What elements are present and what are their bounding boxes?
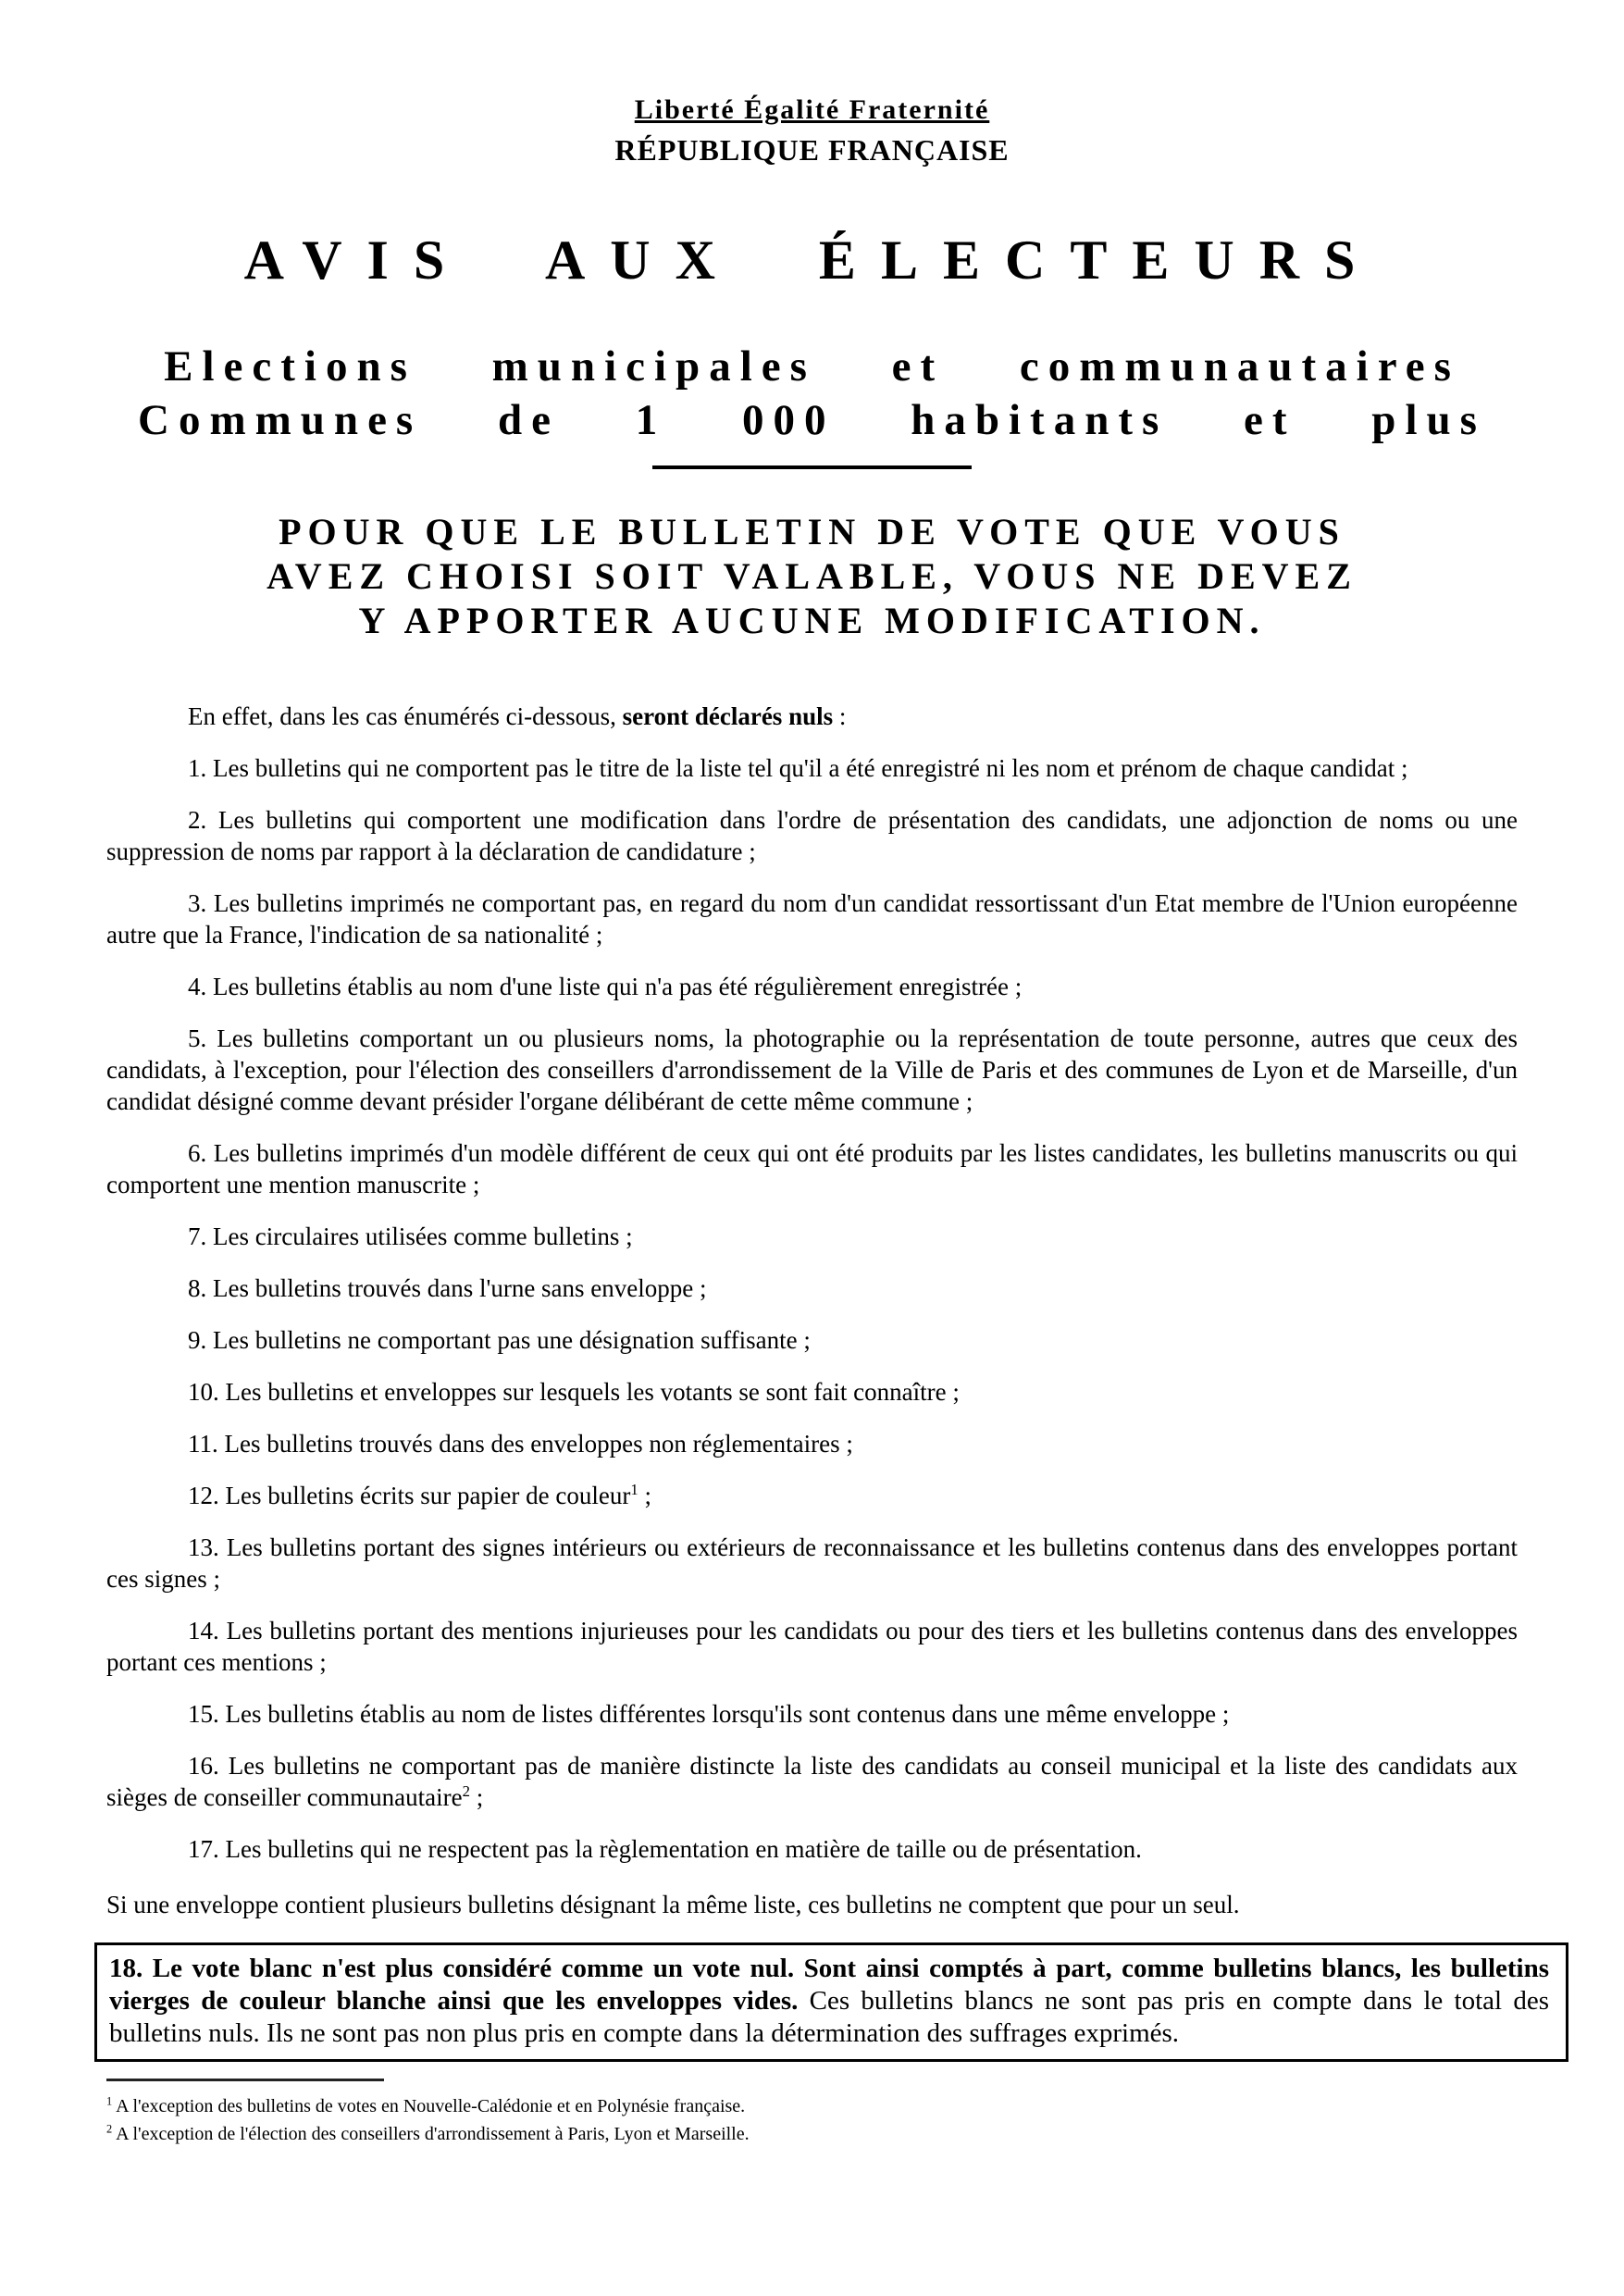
item-text: 5. Les bulletins comportant un ou plusieurs noms, la photographie ou la représentation de toute personne, autres que ceux des candidats, à l'exception, pour l'élection des conseillers d'arrondissement de la Ville de Paris et des communes de Lyon et de Marseille, d'un candidat désigné comme devant présider l'organe délibérant de cette même commune ;	[106, 1024, 1518, 1115]
list-item	[106, 1532, 1518, 1595]
single-ballot-note: Si une enveloppe contient plusieurs bulletins désignant la même liste, ces bulletins ne comptent que pour un seul.	[106, 1891, 1240, 1918]
blank-vote-bold-text: 18. Le vote blanc n'est plus considéré comme un vote nul. Sont ainsi comptés à part, comme bulletins blancs, les bulletins vierges de couleur blanche ainsi que les enveloppes vides.	[109, 1954, 1549, 2016]
list-item	[106, 1272, 1518, 1304]
item-text: 2. Les bulletins qui comportent une modification dans l'ordre de présentation des candidats, une adjonction de noms ou une suppression de noms par rapport à la déclaration de candidature ;	[106, 806, 1518, 865]
footnote-2-text: A l'exception de l'élection des conseillers d'arrondissement à Paris, Lyon et Marseille.	[112, 2124, 750, 2144]
blank-vote-box	[94, 1942, 1568, 2062]
list-item	[106, 1428, 1518, 1459]
list-item	[106, 887, 1518, 950]
footnote-1-text: A l'exception des bulletins de votes en Nouvelle-Calédonie et en Polynésie française.	[112, 2096, 746, 2116]
footnote-1	[106, 2092, 1518, 2120]
subtitle-line-2: Communes de 1 000 habitants et plus	[138, 396, 1486, 444]
warning-line-3: Y APPORTER AUCUNE MODIFICATION.	[358, 600, 1266, 641]
title-divider	[652, 465, 972, 469]
list-item	[106, 1750, 1518, 1813]
item-text-after: ;	[638, 1482, 651, 1509]
item-text: 10. Les bulletins et enveloppes sur lesquels les votants se sont fait connaître ;	[188, 1378, 960, 1406]
list-item	[106, 1698, 1518, 1730]
warning-statement	[106, 510, 1518, 643]
item-text: 11. Les bulletins trouvés dans des enveloppes non réglementaires ;	[188, 1430, 853, 1458]
item-text: 9. Les bulletins ne comportant pas une désignation suffisante ;	[188, 1326, 811, 1354]
item-text: 14. Les bulletins portant des mentions injurieuses pour les candidats ou pour des tiers et les bulletins contenus dans des enveloppes portant ces mentions ;	[106, 1617, 1518, 1676]
item-text: 6. Les bulletins imprimés d'un modèle différent de ceux qui ont été produits par les listes candidates, les bulletins manuscrits ou qui comportent une mention manuscrite ;	[106, 1139, 1518, 1198]
list-item	[106, 1137, 1518, 1200]
item-text: 7. Les circulaires utilisées comme bulletins ;	[188, 1222, 633, 1250]
blank-vote-normal-text: Ces bulletins blancs ne sont pas pris en compte dans le total des bulletins nuls. Ils ne sont pas non plus pris en compte dans la détermination des suffrages exprimés.	[109, 1986, 1550, 2048]
list-item	[106, 804, 1518, 867]
subtitle-block	[106, 340, 1518, 447]
intro-bold-text: seront déclarés nuls	[622, 702, 834, 730]
footnote-2	[106, 2120, 1518, 2148]
item-text-after: ;	[469, 1783, 484, 1811]
republic-line: RÉPUBLIQUE FRANÇAISE	[614, 133, 1010, 167]
list-item	[106, 971, 1518, 1002]
list-item	[106, 1615, 1518, 1678]
item-text: 12. Les bulletins écrits sur papier de couleur	[188, 1482, 631, 1509]
item-footnote-ref: 1	[630, 1481, 638, 1498]
footnotes-section	[106, 2092, 1518, 2148]
list-item	[106, 1324, 1518, 1356]
item-text: 16. Les bulletins ne comportant pas de manière distincte la liste des candidats au conseil municipal et la liste des candidats aux sièges de conseiller communautaire	[106, 1752, 1518, 1811]
warning-line-1: POUR QUE LE BULLETIN DE VOTE QUE VOUS	[279, 511, 1345, 552]
item-text: 3. Les bulletins imprimés ne comportant pas, en regard du nom d'un candidat ressortissant d'un Etat membre de l'Union européenne autre que la France, l'indication de sa nationalité ;	[106, 889, 1518, 949]
item-text: 1. Les bulletins qui ne comportent pas le titre de la liste tel qu'il a été enregistré ni les nom et prénom de chaque candidat ;	[188, 754, 1408, 782]
list-item	[106, 1833, 1518, 1865]
footnote-separator	[106, 2079, 384, 2081]
list-item	[106, 1221, 1518, 1252]
warning-line-2: AVEZ CHOISI SOIT VALABLE, VOUS NE DEVEZ	[267, 555, 1357, 597]
page-title: AVIS AUX ÉLECTEURS	[243, 230, 1381, 291]
item-text: 4. Les bulletins établis au nom d'une liste qui n'a pas été régulièrement enregistrée ;	[188, 973, 1023, 1000]
footnote-2-marker: 2	[106, 2122, 113, 2136]
list-item	[106, 1023, 1518, 1117]
list-item	[106, 1480, 1518, 1511]
intro-text: En effet, dans les cas énumérés ci-dessous,	[188, 702, 623, 730]
subtitle-line-1: Elections municipales et communautaires	[164, 342, 1460, 391]
item-text: 8. Les bulletins trouvés dans l'urne sans enveloppe ;	[188, 1274, 707, 1302]
list-item	[106, 1376, 1518, 1408]
motto-line: Liberté Égalité Fraternité	[634, 94, 990, 125]
item-text: 17. Les bulletins qui ne respectent pas la règlementation en matière de taille ou de présentation.	[188, 1835, 1142, 1863]
item-footnote-ref: 2	[462, 1782, 470, 1800]
intro-colon: :	[833, 702, 847, 730]
intro-paragraph	[106, 701, 1518, 732]
item-text: 13. Les bulletins portant des signes intérieurs ou extérieurs de reconnaissance et les bulletins contenus dans des enveloppes portant ces signes ;	[106, 1533, 1518, 1593]
list-item	[106, 752, 1518, 784]
footnote-1-marker: 1	[106, 2094, 113, 2108]
item-text: 15. Les bulletins établis au nom de listes différentes lorsqu'ils sont contenus dans une même enveloppe ;	[188, 1700, 1230, 1728]
